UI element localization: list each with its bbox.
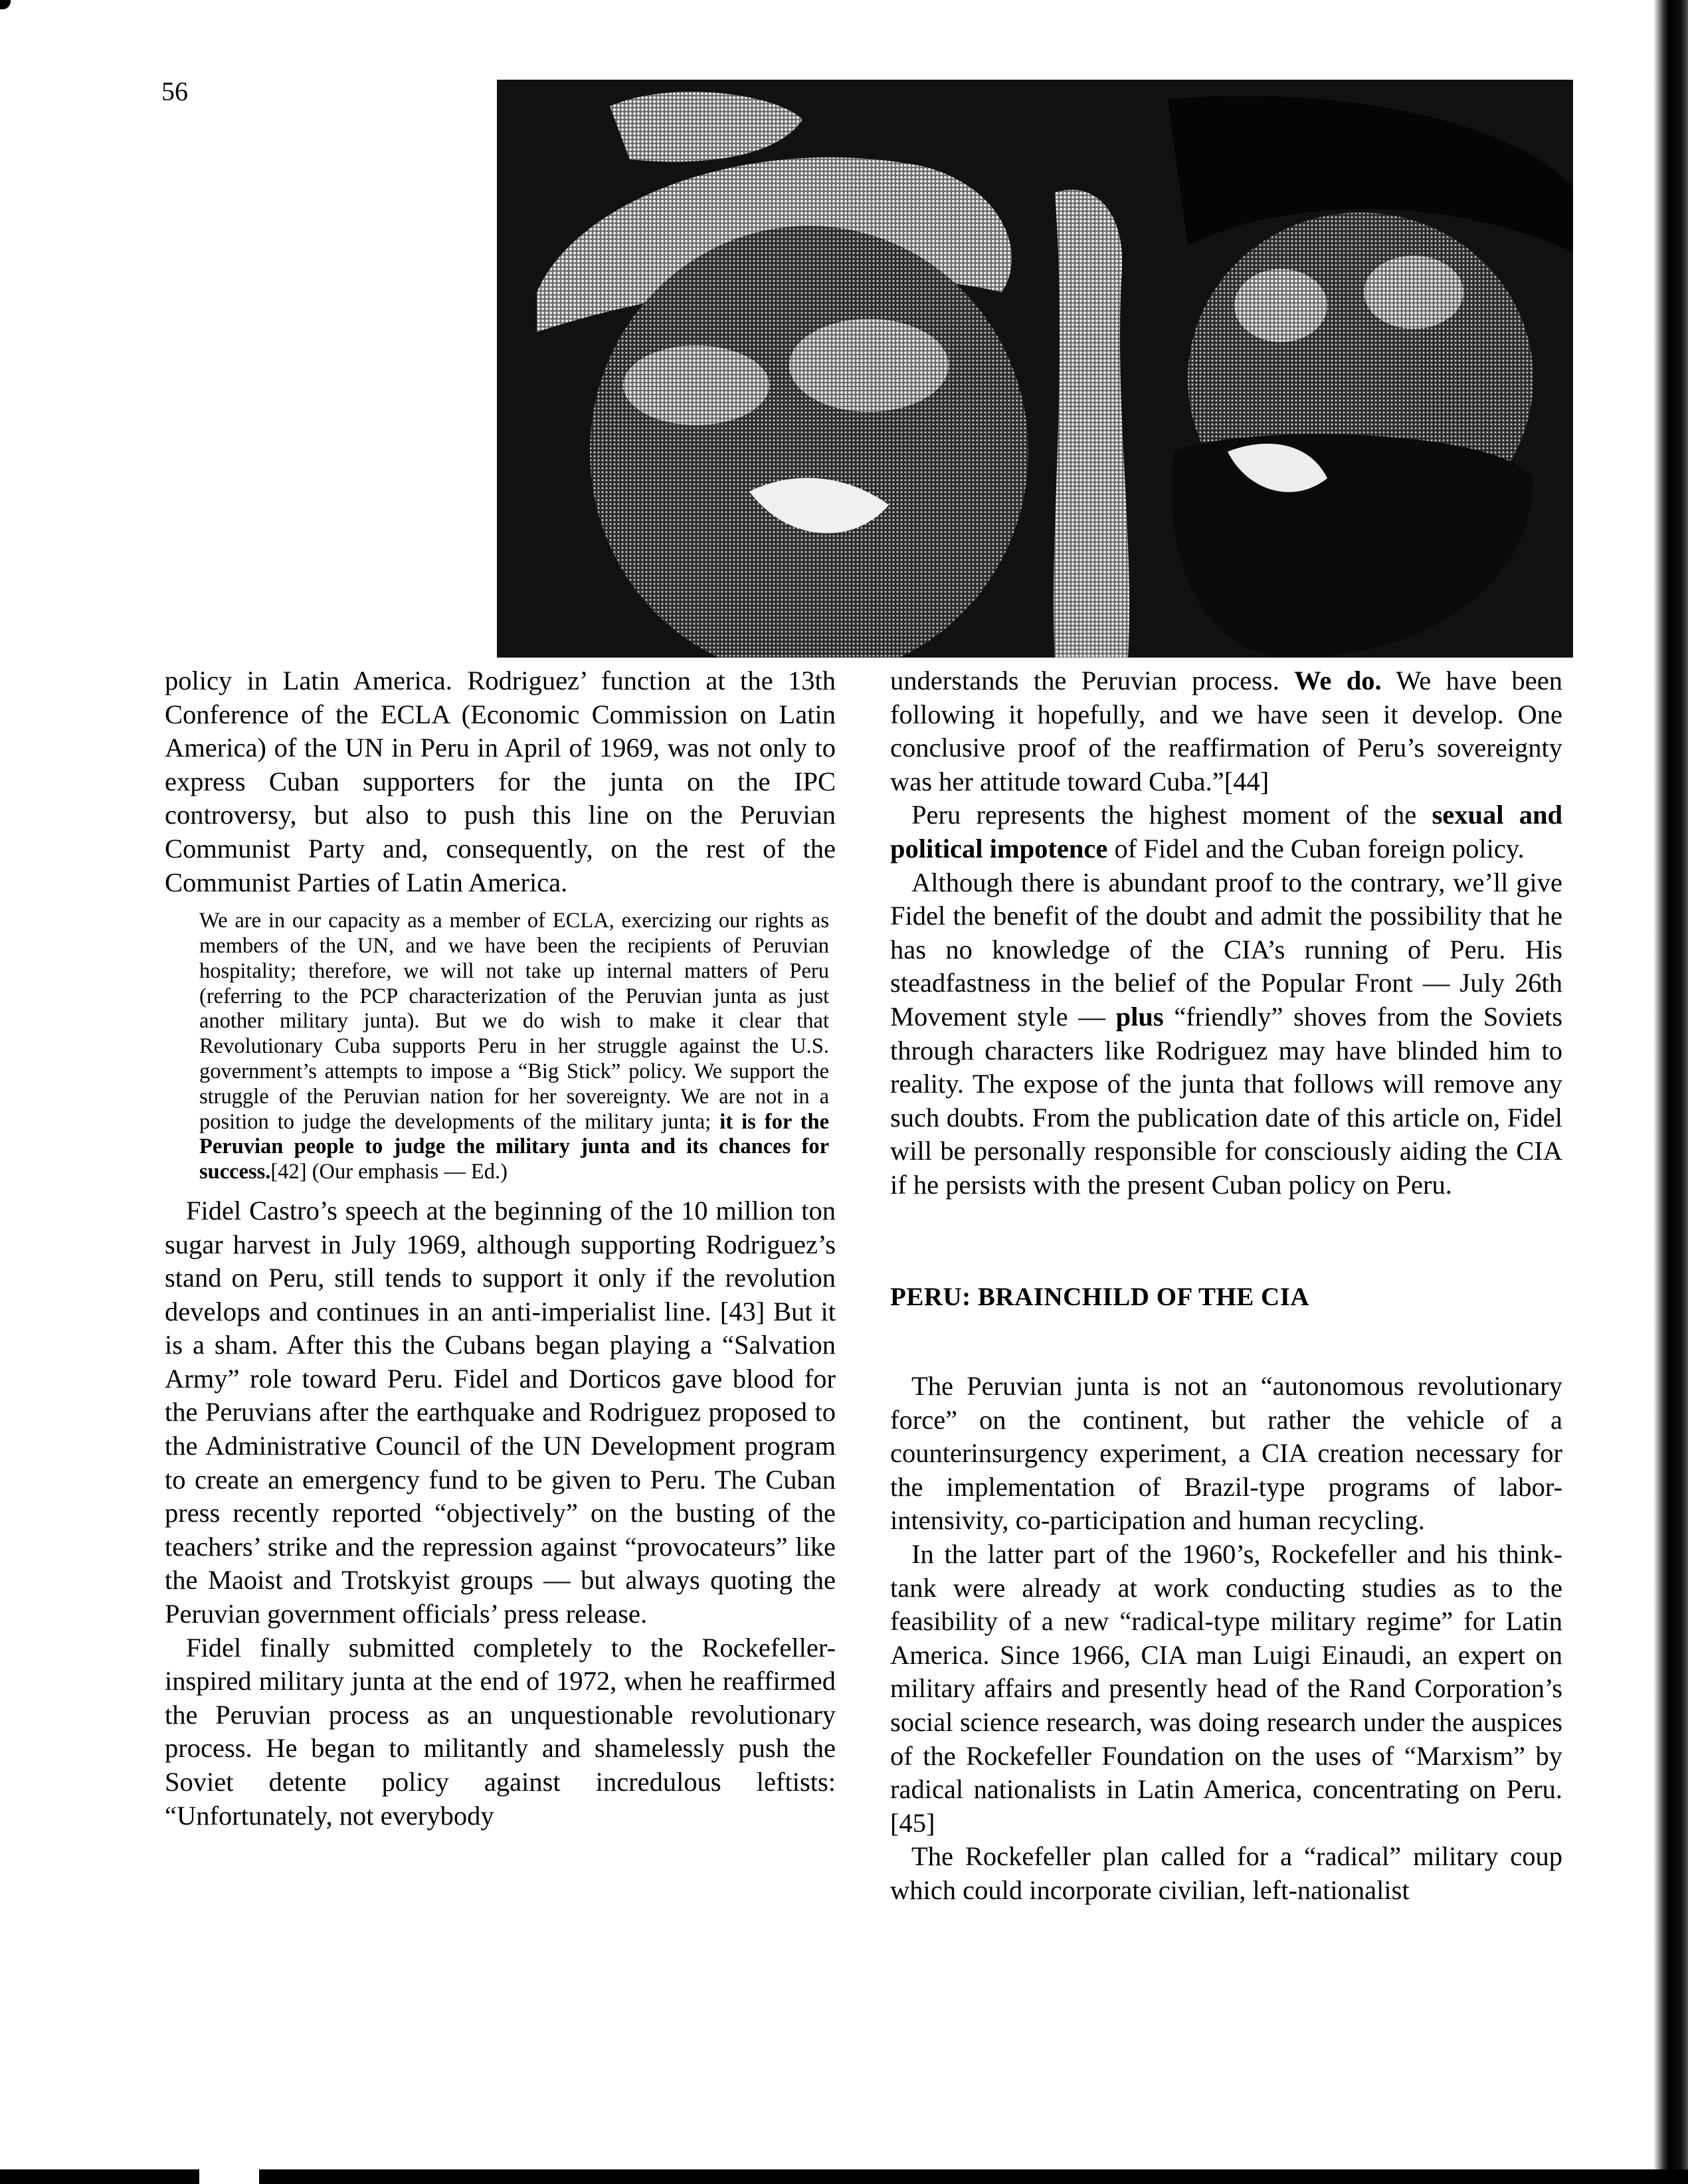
- paragraph: Fidel finally submitted completely to the Rockefeller-inspired military junta at the end of 1972, when he reaffirmed the Peruvian process as an unquestionable revolutionary process. He began to militantly and shamelessly push the Soviet detente policy against incredulous leftists: “Unfortunately, not everybody: [165, 1632, 836, 1831]
- paragraph: policy in Latin America. Rodriguez’ function at the 13th Conference of the ECLA (Economic Commission on Latin America) of the UN in Peru in April of 1969, was not only to express Cuban supporters for the junta on the IPC controversy, but also to push this line on the Peruvian Communist Party and, consequently, on the rest of the Communist Parties of Latin America.: [165, 666, 836, 897]
- quote-emphasis: it is for the Peruvian people to judge the military junta and its chances for success.: [199, 1109, 830, 1184]
- page-number: 56: [161, 76, 188, 106]
- section-heading: PERU: BRAINCHILD OF THE CIA: [890, 1282, 1310, 1311]
- article-photo: [497, 80, 1573, 658]
- text-run: Peru represents the highest moment of the: [911, 800, 1417, 830]
- quote-citation: [42] (Our emphasis — Ed.): [270, 1160, 508, 1184]
- quote-body: We are in our capacity as a member of ECLA, exercizing our rights as members of the UN, and we have been the recipients of Peruvian hospitality; therefore, we will not take up internal matters of Peru (referring to the PCP characterization of the Peruvian junta as just another military junta). But we do wish to make it clear that Revolutionary Cuba supports Peru in her struggle against the U.S. government’s attempts to impose a “Big Stick” policy. We support the struggle of the Peruvian nation for her sovereignty. We are not in a position to judge the developments of the military junta;: [199, 909, 829, 1134]
- text-run: Although there is abundant proof to the contrary, we’ll give Fidel the benefit of the doubt and admit the possibility that he has no knowledge of the CIA’s running of Peru. His steadfastness in the belief of the Popular Front — July 26th Movement style —: [890, 867, 1562, 1032]
- paragraph: Fidel Castro’s speech at the beginning of the 10 million ton sugar harvest in July 1969, although supporting Rodriguez’s stand on Peru, still tends to support it only if the revolution develops and continues in an anti-imperialist line. [43] But it is a sham. After this the Cubans began playing a “Salvation Army” role toward Peru. Fidel and Dorticos gave blood for the Peruvians after the earthquake and Rodriguez proposed to the Administrative Council of the UN Development program to create an emergency fund to be given to Peru. The Cuban press recently reported “objectively” on the busting of the teachers’ strike and the repression against “provocateurs” like the Maoist and Trotskyist groups — but always quoting the Peruvian government officials’ press release.: [165, 1195, 836, 1629]
- scan-edge-bottom: [0, 2169, 1688, 2184]
- paragraph: [890, 866, 1562, 1202]
- paragraph: [890, 664, 1562, 798]
- paragraph: The Rockefeller plan called for a “radical” military coup which could incorporate civilian, left-nationalist: [890, 1841, 1562, 1905]
- text-run: “friendly” shoves from the Soviets through characters like Rodriguez may have blinded him to reality. The expose of the junta that follows will remove any such doubts. From the publication date of this article on, Fidel will be personally responsible for consciously aiding the CIA if he persists with the present Cuban policy on Peru.: [890, 1001, 1562, 1200]
- text-run: understands the Peruvian process.: [890, 666, 1279, 695]
- paragraph: In the latter part of the 1960’s, Rockefeller and his think-tank were already at work conducting studies as to the feasibility of a new “radical-type military regime” for Latin America. Since 1966, CIA man Luigi Einaudi, an expert on military affairs and presently head of the Rand Corporation’s social science research, was doing research under the auspices of the Rockefeller Foundation on the uses of “Marxism” by radical nationalists in Latin America, concentrating on Peru. [45]: [890, 1539, 1562, 1838]
- bold-text: We do.: [1294, 666, 1382, 695]
- halftone-photo-illustration: [497, 80, 1573, 658]
- text-run: of Fidel and the Cuban foreign policy.: [1114, 833, 1525, 864]
- bold-text: plus: [1115, 1001, 1164, 1032]
- paragraph: The Peruvian junta is not an “autonomous revolutionary force” on the continent, but rather the vehicle of a counterinsurgency experiment, a CIA creation necessary for the implementation of Brazil-type programs of labor-intensivity, co-participation and human recycling.: [890, 1371, 1562, 1536]
- paragraph: [890, 798, 1562, 865]
- bold-text: sexual and political impotence: [890, 800, 1562, 864]
- left-column: [165, 664, 836, 1833]
- text-run: We have been following it hopefully, and we have seen it develop. One conclusive proof of the reaffirmation of Peru’s sovereignty was her attitude toward Cuba.”[44]: [890, 666, 1562, 796]
- scan-corner-mark: [0, 0, 11, 9]
- scan-edge-right: [1653, 0, 1688, 2184]
- block-quote: [199, 909, 829, 1185]
- quote-text: [199, 909, 829, 1185]
- left-face-shape: [590, 226, 1028, 658]
- right-column: [890, 664, 1562, 1908]
